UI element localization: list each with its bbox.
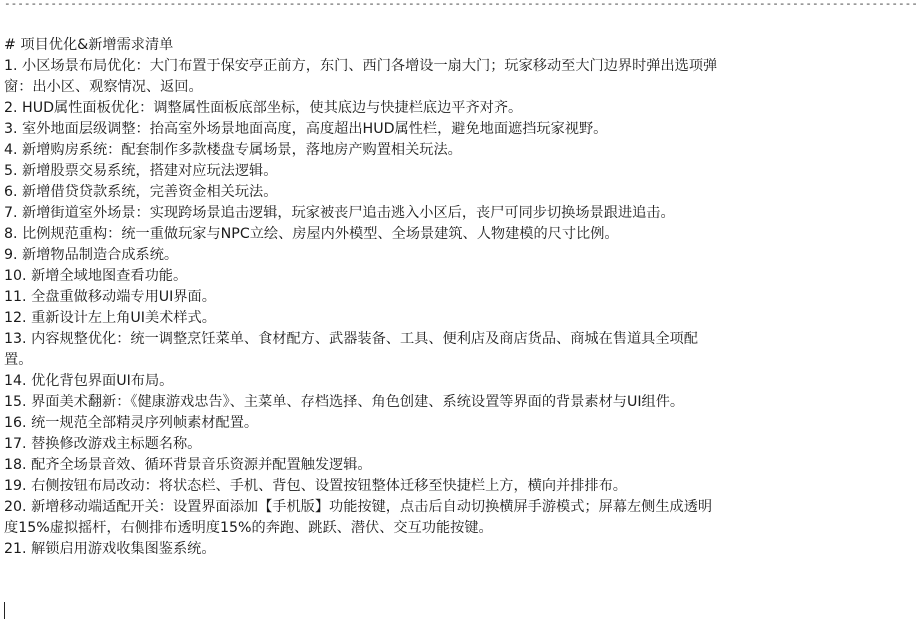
list-item-13: 13. 内容规整优化：统一调整烹饪菜单、食材配方、武器装备、工具、便利店及商店货品、商城在售道具全项配置。 — [4, 331, 698, 368]
list-item-4: 4. 新增购房系统：配套制作多款楼盘专属场景，落地房产购置相关玩法。 — [4, 142, 462, 158]
list-item-20: 20. 新增移动端适配开关：设置界面添加【手机版】功能按键，点击后自动切换横屏手游模式；屏幕左侧生成透明度15%虚拟摇杆，右侧排布透明度15%的奔跑、跳跃、潜伏、交互功能按键。 — [4, 499, 713, 536]
list-item-7: 7. 新增街道室外场景：实现跨场景追击逻辑，玩家被丧尸追击逃入小区后，丧尸可同步切换场景跟进追击。 — [4, 205, 675, 221]
list-item-8: 8. 比例规范重构：统一重做玩家与NPC立绘、房屋内外模型、全场景建筑、人物建模的尺寸比例。 — [4, 226, 619, 242]
list-item-19: 19. 右侧按钮布局改动：将状态栏、手机、背包、设置按钮整体迁移至快捷栏上方，横向并排排布。 — [4, 478, 627, 494]
page-title: # 项目优化&新增需求清单 — [4, 37, 174, 53]
list-item-15: 15. 界面美术翻新：《健康游戏忠告》、主菜单、存档选择、角色创建、系统设置等界面的背景素材与UI组件。 — [4, 394, 685, 410]
list-item-16: 16. 统一规范全部精灵序列帧素材配置。 — [4, 415, 259, 431]
document-body[interactable] — [4, 35, 718, 560]
list-item-17: 17. 替换修改游戏主标题名称。 — [4, 436, 202, 452]
list-item-18: 18. 配齐全场景音效、循环背景音乐资源并配置触发逻辑。 — [4, 457, 372, 473]
list-item-9: 9. 新增物品制造合成系统。 — [4, 247, 179, 263]
list-item-1: 1. 小区场景布局优化：大门布置于保安亭正前方，东门、西门各增设一扇大门；玩家移动至大门边界时弹出选项弹窗：出小区、观察情况、返回。 — [4, 58, 718, 95]
list-item-3: 3. 室外地面层级调整：抬高室外场景地面高度，高度超出HUD属性栏，避免地面遮挡玩家视野。 — [4, 121, 608, 137]
list-item-21: 21. 解锁启用游戏收集图鉴系统。 — [4, 541, 216, 557]
list-item-2: 2. HUD属性面板优化：调整属性面板底部坐标，使其底边与快捷栏底边平齐对齐。 — [4, 100, 523, 116]
text-cursor — [4, 602, 5, 619]
list-item-10: 10. 新增全域地图查看功能。 — [4, 268, 188, 284]
list-item-6: 6. 新增借贷贷款系统，完善资金相关玩法。 — [4, 184, 278, 200]
list-item-12: 12. 重新设计左上角UI美术样式。 — [4, 310, 216, 326]
divider-line: ------------------------------------------------------------------------------------------------------------------------------------------ — [4, 0, 918, 10]
list-item-14: 14. 优化背包界面UI布局。 — [4, 373, 174, 389]
list-item-5: 5. 新增股票交易系统，搭建对应玩法逻辑。 — [4, 163, 278, 179]
list-item-11: 11. 全盘重做移动端专用UI界面。 — [4, 289, 216, 305]
